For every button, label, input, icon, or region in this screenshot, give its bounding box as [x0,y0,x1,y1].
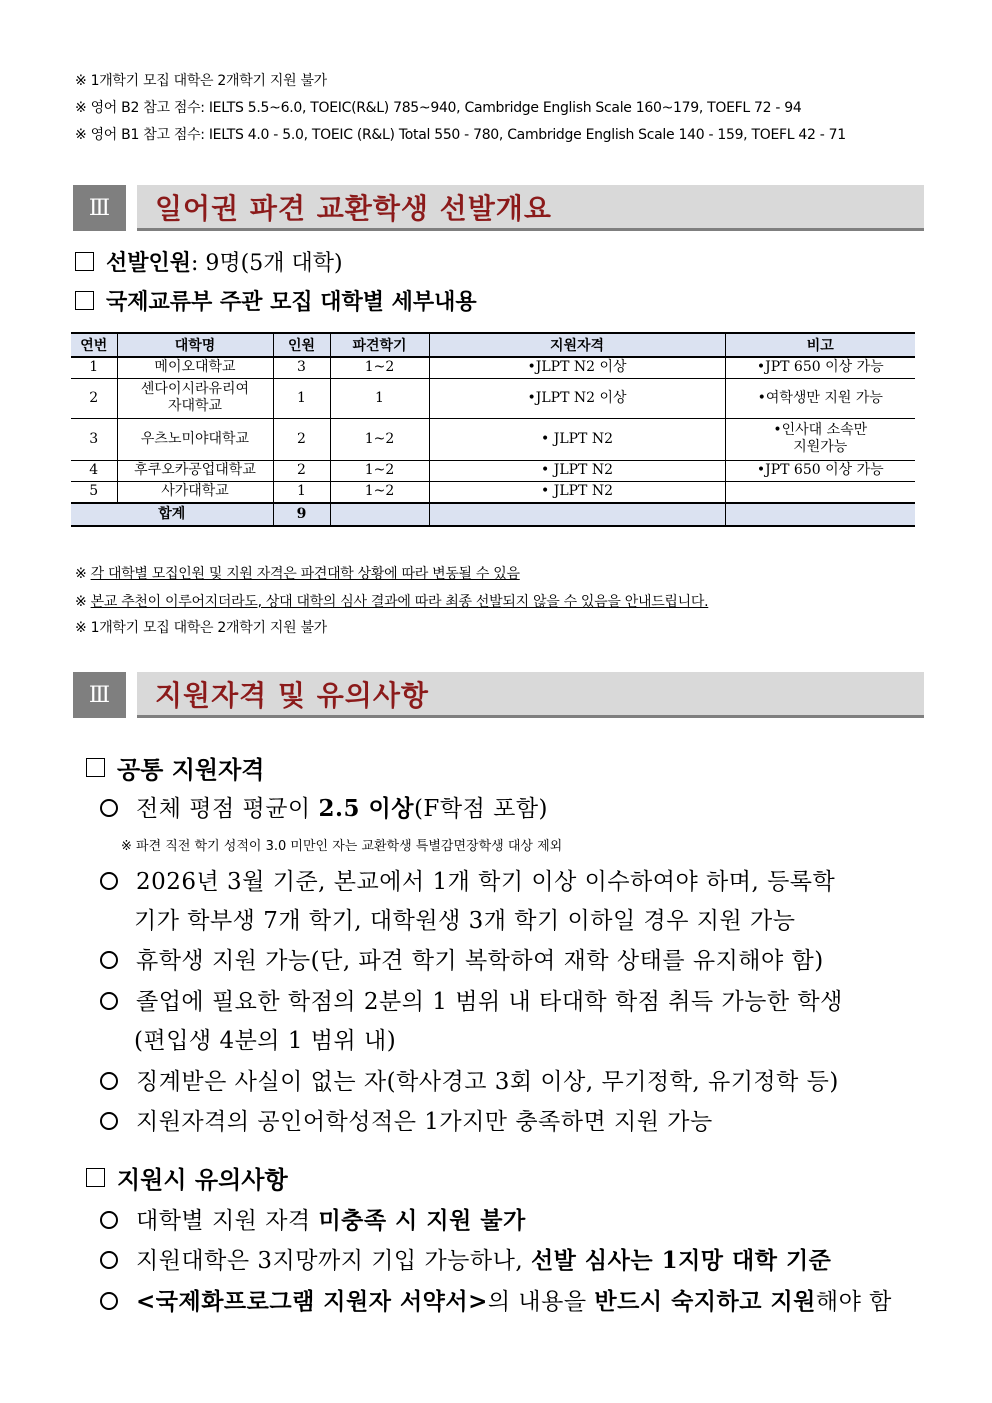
circle-bullet-icon [100,872,118,890]
checkbox-square-icon [86,1168,105,1187]
caution-1 [100,1202,526,1235]
common-heading [86,750,264,785]
note-final-selection [75,591,708,611]
cell-university: 우츠노미야대학교 [117,418,273,460]
cell-remarks [725,481,915,503]
section-header-eligibility [73,672,924,718]
cell-remarks: •JPT 650 이상 가능 [725,460,915,481]
cell-qualification: • JLPT N2 [429,418,725,460]
header-semester: 파견학기 [330,333,429,357]
req-leave [100,942,824,975]
req-text: 졸업에 필요한 학점의 2분의 1 범위 내 타대학 학점 취득 가능한 학생 [136,989,843,1015]
note-one-semester-2: ※ 1개학기 모집 대학은 2개학기 지원 불가 [75,620,327,636]
cell-university: 센다이시라유리여 자대학교 [117,378,273,418]
cell-count: 3 [273,357,330,378]
checkbox-square-icon [86,758,105,777]
total-value: 9 [273,503,330,526]
header-remarks: 비고 [725,333,915,357]
total-empty-cell [429,503,725,526]
header-qualification: 지원자격 [429,333,725,357]
cell-count: 1 [273,378,330,418]
req-text: 휴학생 지원 가능(단, 파견 학기 복학하여 재학 상태를 유지해야 함) [136,948,824,974]
cell-semester: 1~2 [330,418,429,460]
req-text: 2026년 3월 기준, 본교에서 1개 학기 이상 이수하여야 하며, 등록학 [136,869,836,895]
quota-value: : 9명(5개 대학) [191,251,343,276]
header-count: 인원 [273,333,330,357]
table-row [71,378,915,418]
table-row [71,460,915,481]
caution-text: 지원대학은 3지망까지 기입 가능하나, [136,1248,531,1274]
cell-no: 5 [71,481,117,503]
cell-no: 1 [71,357,117,378]
cell-university: 후쿠오카공업대학교 [117,460,273,481]
circle-bullet-icon [100,1211,118,1229]
note-quota-change [75,563,520,583]
checkbox-square-icon [75,252,94,271]
note-one-semester: ※ 1개학기 모집 대학은 2개학기 지원 불가 [75,73,327,89]
section-number: Ⅲ [73,672,126,718]
circle-bullet-icon [100,1292,118,1310]
cell-no: 3 [71,418,117,460]
section-title: 일어권 파견 교환학생 선발개요 [137,185,924,231]
note-text: 각 대학별 모집인원 및 지원 자격은 파견대학 상황에 따라 변동될 수 있음 [90,566,520,582]
table-row [71,418,915,460]
cell-qualification: •JLPT N2 이상 [429,357,725,378]
total-empty-cell [330,503,429,526]
cell-count: 2 [273,460,330,481]
section-header-japan [73,185,924,231]
cell-remarks: •JPT 650 이상 가능 [725,357,915,378]
note-english-b1: ※ 영어 B1 참고 점수: IELTS 4.0 - 5.0, TOEIC (R&L) Total 550 - 780, Cambridge English Scale 140 - 159, TOEFL 42 - 71 [75,127,846,143]
caution-bold: 미충족 시 지원 불가 [318,1207,526,1234]
cell-semester: 1~2 [330,357,429,378]
cell-semester: 1~2 [330,460,429,481]
caution-3 [100,1283,892,1316]
caution-text: 의 내용을 [487,1289,595,1315]
note-text: 본교 추천이 이루어지더라도, 상대 대학의 심사 결과에 따라 최종 선발되지 않을 수 있음을 안내드립니다. [90,594,709,610]
cell-count: 2 [273,418,330,460]
cell-remarks: •인사대 소속만 지원가능 [725,418,915,460]
caution-text: 해야 함 [815,1289,892,1315]
table-row [71,481,915,503]
note-english-b2: ※ 영어 B2 참고 점수: IELTS 5.5~6.0, TOEIC(R&L) 785~940, Cambridge English Scale 160~179, TOEFL 72 - 94 [75,100,802,116]
table-total-row [71,503,915,526]
detail-label: 국제교류부 주관 모집 대학별 세부내용 [106,289,477,315]
quota-label: 선발인원 [106,250,192,276]
circle-bullet-icon [100,951,118,969]
table-row [71,357,915,378]
cell-qualification: •JLPT N2 이상 [429,378,725,418]
common-heading-text: 공통 지원자격 [117,755,265,784]
cell-count: 1 [273,481,330,503]
caution-bold: 반드시 숙지하고 지원 [594,1288,816,1315]
header-no: 연번 [71,333,117,357]
cell-qualification: • JLPT N2 [429,460,725,481]
req-gpa [100,790,548,823]
cell-no: 2 [71,378,117,418]
circle-bullet-icon [100,799,118,817]
req-credits [100,983,843,1016]
caution-bold: 선발 심사는 1지망 대학 기준 [530,1247,832,1274]
req-text: 지원자격의 공인어학성적은 1가지만 충족하면 지원 가능 [136,1109,713,1135]
caution-heading [86,1160,288,1195]
req-enrollment [100,863,835,896]
req-enrollment-cont: 기가 학부생 7개 학기, 대학원생 3개 학기 이하일 경우 지원 가능 [134,908,796,934]
req-credits-cont: (편입생 4분의 1 범위 내) [134,1028,397,1054]
note-mark: ※ [75,594,91,610]
req-bold: 2.5 이상 [318,795,414,822]
note-mark: ※ [75,566,91,582]
header-university: 대학명 [117,333,273,357]
cell-semester: 1 [330,378,429,418]
req-discipline [100,1063,839,1096]
checkbox-square-icon [75,291,94,310]
university-table [71,332,915,527]
table-header-row [71,333,915,357]
cell-university: 메이오대학교 [117,357,273,378]
gpa-note: ※ 파견 직전 학기 성적이 3.0 미만인 자는 교환학생 특별감면장학생 대상 제외 [121,839,563,854]
req-text: 징계받은 사실이 없는 자(학사경고 3회 이상, 무기정학, 유기정학 등) [136,1069,839,1095]
circle-bullet-icon [100,1112,118,1130]
caution-heading-text: 지원시 유의사항 [117,1165,288,1194]
req-text: 전체 평점 평균이 [136,796,319,822]
cell-remarks: •여학생만 지원 가능 [725,378,915,418]
total-label: 합계 [71,503,273,526]
cell-no: 4 [71,460,117,481]
circle-bullet-icon [100,1072,118,1090]
total-empty-cell [725,503,915,526]
caution-2 [100,1242,831,1275]
section-number: Ⅲ [73,185,126,231]
req-language [100,1103,713,1136]
caution-bold: <국제화프로그램 지원자 서약서> [136,1288,488,1315]
req-text: (F학점 포함) [413,796,549,822]
cell-semester: 1~2 [330,481,429,503]
detail-line [75,285,477,316]
circle-bullet-icon [100,1251,118,1269]
quota-line [75,246,343,277]
caution-text: 대학별 지원 자격 [136,1208,319,1234]
section-title: 지원자격 및 유의사항 [137,672,924,718]
cell-university: 사가대학교 [117,481,273,503]
cell-qualification: • JLPT N2 [429,481,725,503]
circle-bullet-icon [100,992,118,1010]
